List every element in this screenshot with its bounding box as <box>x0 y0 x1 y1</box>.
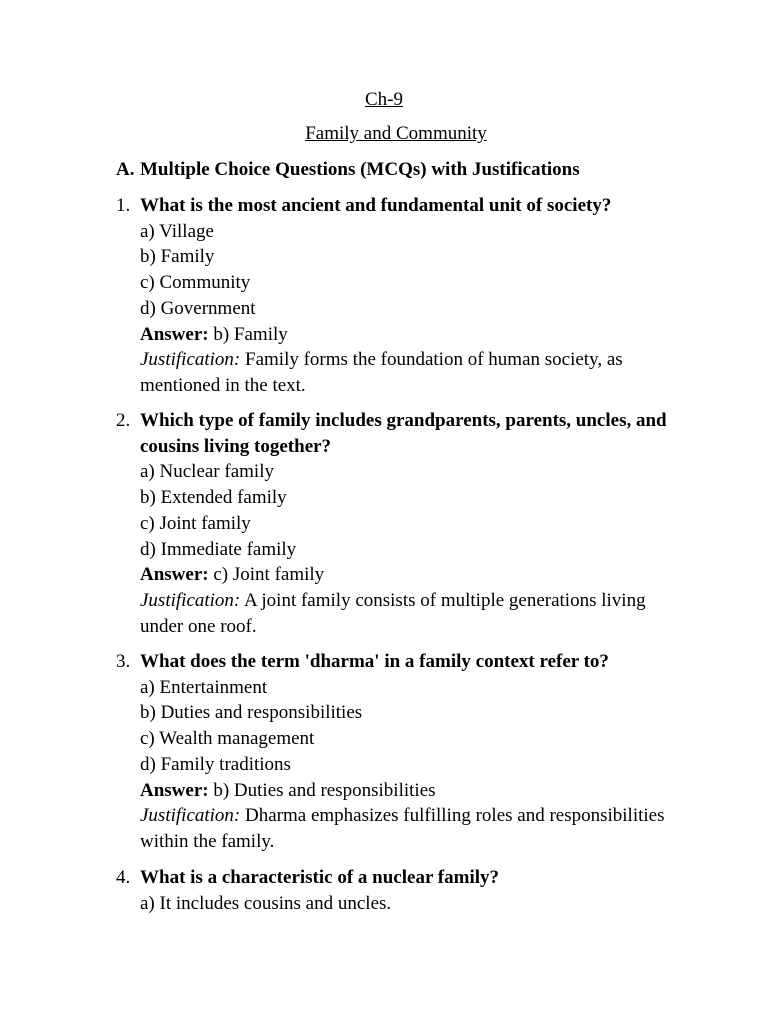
question-body <box>140 193 686 399</box>
justification-label: Justification: <box>140 349 241 371</box>
option-b: b) Duties and responsibilities <box>140 702 363 724</box>
answer-text: c) Joint family <box>208 564 325 586</box>
option-c: c) Wealth management <box>140 728 315 750</box>
answer-line <box>140 778 686 804</box>
question-number: 1. <box>116 195 131 216</box>
option-b: b) Extended family <box>140 487 287 509</box>
question-number: 3. <box>116 651 131 672</box>
justification-line <box>140 347 686 398</box>
chapter-heading: Ch-9 <box>365 89 403 110</box>
question-item <box>116 649 686 855</box>
question-text: What does the term 'dharma' in a family context refer to? <box>140 651 609 672</box>
justification-text: Dharma emphasizes fulfilling roles and responsibilities within the family. <box>140 805 665 852</box>
question-text: What is the most ancient and fundamental unit of society? <box>140 195 612 216</box>
question-number: 2. <box>116 410 131 431</box>
question-body <box>140 408 686 639</box>
section-title: Multiple Choice Questions (MCQs) with Justifications <box>140 159 580 180</box>
section-marker: A. <box>116 159 135 180</box>
question-item <box>116 193 686 399</box>
answer-label: Answer: <box>140 779 209 801</box>
option-a: a) Village <box>140 220 214 242</box>
justification-line <box>140 588 686 639</box>
option-c: c) Community <box>140 272 251 294</box>
answer-text: b) Duties and responsibilities <box>208 779 436 801</box>
page-title: Family and Community <box>305 123 487 144</box>
option-d: d) Family traditions <box>140 753 291 775</box>
question-text: What is a characteristic of a nuclear family? <box>140 867 499 888</box>
answer-label: Answer: <box>140 323 209 345</box>
justification-line <box>140 803 686 854</box>
option-d: d) Immediate family <box>140 538 297 560</box>
question-body <box>140 649 686 855</box>
option-a: a) Nuclear family <box>140 461 274 483</box>
question-item <box>116 865 686 916</box>
question-number: 4. <box>116 867 131 888</box>
justification-label: Justification: <box>140 589 241 611</box>
option-a: a) It includes cousins and uncles. <box>140 892 392 914</box>
answer-text: b) Family <box>208 323 288 345</box>
question-item <box>116 408 686 639</box>
justification-text: Family forms the foundation of human society, as mentioned in the text. <box>140 349 623 396</box>
option-a: a) Entertainment <box>140 676 268 698</box>
option-b: b) Family <box>140 246 215 268</box>
answer-line <box>140 562 686 588</box>
option-d: d) Government <box>140 297 256 319</box>
question-text: Which type of family includes grandparents, parents, uncles, and cousins living together? <box>140 410 667 457</box>
section-heading <box>116 158 580 182</box>
answer-label: Answer: <box>140 564 209 586</box>
justification-label: Justification: <box>140 805 241 827</box>
justification-text: A joint family consists of multiple generations living under one roof. <box>140 589 646 637</box>
question-body <box>140 865 686 916</box>
option-c: c) Joint family <box>140 512 251 534</box>
answer-line <box>140 322 686 348</box>
